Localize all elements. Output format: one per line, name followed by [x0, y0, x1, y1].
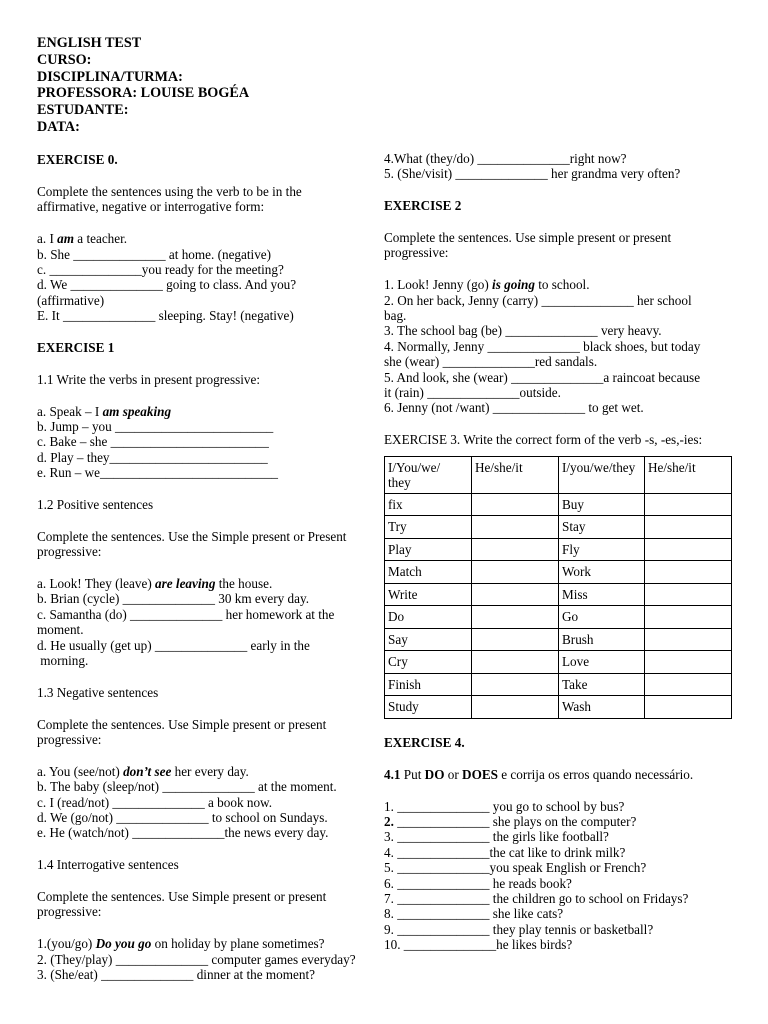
exercise-2-title: EXERCISE 2: [384, 198, 462, 214]
answer-cell[interactable]: [645, 606, 732, 629]
exercise-4-item: [384, 876, 734, 891]
table-row: [385, 628, 732, 651]
exercise-4-item: [384, 860, 734, 875]
item-text: ______________ they play tennis or basketball?: [393, 921, 654, 937]
item-text: ______________you speak English or French?: [393, 860, 647, 876]
estudante-field: ESTUDANTE:: [37, 102, 129, 119]
exercise-2-instruction: Complete the sentences. Use simple present or present: [384, 230, 672, 245]
exercise-1-4-item-2: 2. (They/play) ______________ computer games everyday?: [37, 951, 356, 967]
exercise-1-3-item-b: b. The baby (sleep/not) ______________ at the moment.: [37, 779, 337, 795]
exercise-1-4-item-4: 4.What (they/do) ______________right now?: [384, 151, 627, 166]
item-number: 2.: [384, 814, 394, 830]
section-1-4-instruction: progressive:: [37, 904, 102, 920]
item-number: 10.: [384, 937, 401, 953]
section-1-2-title: 1.2 Positive sentences: [37, 497, 154, 513]
exercise-1-1-item-b: b. Jump – you ________________________: [37, 419, 274, 434]
exercise-1-1-item-d: d. Play – they________________________: [37, 449, 268, 465]
left-column: [37, 35, 382, 982]
item-number: 7.: [384, 891, 394, 907]
table-row: [385, 583, 732, 606]
exercise-1-title: EXERCISE 1: [37, 340, 115, 355]
item-number: 5.: [384, 860, 394, 876]
curso-field: CURSO:: [37, 51, 92, 68]
section-number: 4.1: [384, 766, 401, 782]
exercise-1-2-item-b: b. Brian (cycle) ______________ 30 km every day.: [37, 591, 309, 607]
verb-table: [384, 456, 732, 719]
verb-cell: Do: [385, 606, 472, 629]
answer-cell[interactable]: [645, 583, 732, 606]
exercise-0-title: EXERCISE 0.: [37, 152, 118, 168]
exercise-0-item-c: c. ______________you ready for the meeting?: [37, 261, 284, 277]
verb-cell: Say: [385, 628, 472, 651]
table-row: [385, 651, 732, 674]
answer-cell[interactable]: [472, 628, 559, 651]
item-text: her every day.: [171, 763, 249, 779]
test-title: ENGLISH TEST: [37, 35, 142, 51]
example-answer: don’t see: [123, 763, 172, 779]
exercise-2: [384, 198, 734, 416]
exercise-1-1-item-e: e. Run – we___________________________: [37, 465, 279, 481]
verb-cell: Stay: [559, 516, 645, 539]
exercise-2-item-3: 3. The school bag (be) ______________ very heavy.: [384, 323, 662, 339]
answer-cell[interactable]: [472, 493, 559, 516]
exercise-2-instruction: progressive:: [384, 245, 449, 261]
verb-cell: Study: [385, 696, 472, 719]
item-number: 3.: [384, 829, 394, 845]
exercise-4-item: [384, 937, 734, 952]
verb-cell: fix: [385, 493, 472, 516]
data-field: DATA:: [37, 118, 80, 135]
section-1-3-instruction: Complete the sentences. Use Simple present or present: [37, 716, 327, 732]
exercise-4-item: [384, 845, 734, 860]
item-text: ______________ the children go to school on Fridays?: [393, 891, 689, 907]
item-text: 1. Look! Jenny (go): [384, 277, 493, 293]
verb-cell: Cry: [385, 651, 472, 674]
exercise-4-item: [384, 906, 734, 921]
answer-cell[interactable]: [472, 561, 559, 584]
instruction-keyword: DOES: [462, 766, 498, 782]
answer-cell[interactable]: [645, 516, 732, 539]
answer-cell[interactable]: [645, 673, 732, 696]
verb-cell: Take: [559, 673, 645, 696]
exercise-2-item-1: [384, 277, 734, 292]
exercise-0-instruction: Complete the sentences using the verb to be in the: [37, 183, 302, 199]
item-text: a. I: [37, 231, 58, 247]
exercise-2-item-4-cont: she (wear) ______________red sandals.: [384, 354, 598, 370]
table-row: [385, 696, 732, 719]
instruction-keyword: DO: [424, 766, 445, 782]
answer-cell[interactable]: [645, 696, 732, 719]
test-header: [37, 35, 382, 136]
item-text: ______________ the girls like football?: [393, 829, 609, 845]
exercise-2-item-5: 5. And look, she (wear) ______________a raincoat because: [384, 369, 701, 385]
exercise-4-item: [384, 814, 734, 829]
section-1-2-instruction: Complete the sentences. Use the Simple present or Present: [37, 528, 347, 544]
answer-cell[interactable]: [472, 583, 559, 606]
section-1-1-title: 1.1 Write the verbs in present progressive:: [37, 371, 260, 387]
exercise-1-3-item-e: e. He (watch/not) ______________the news every day.: [37, 825, 329, 841]
exercise-4-item: [384, 891, 734, 906]
exercise-4-1-instruction: [384, 767, 734, 782]
exercise-2-item-5-cont: it (rain) ______________outside.: [384, 385, 561, 401]
exercise-4-item: [384, 922, 734, 937]
verb-cell: Wash: [559, 696, 645, 719]
section-1-3-title: 1.3 Negative sentences: [37, 684, 159, 700]
table-row: [385, 493, 732, 516]
item-number: 8.: [384, 906, 394, 922]
exercise-1-3-item-d: d. We (go/not) ______________ to school on Sundays.: [37, 810, 328, 826]
item-number: 1.: [384, 798, 394, 814]
exercise-0-item-a: [37, 231, 382, 246]
verb-table-header: [385, 456, 732, 493]
answer-cell[interactable]: [645, 493, 732, 516]
example-answer: am: [57, 231, 74, 247]
item-text: ______________the cat like to drink milk?: [393, 844, 626, 860]
item-number: 4.: [384, 844, 394, 860]
instruction-text: or: [444, 766, 463, 782]
item-number: 6.: [384, 875, 394, 891]
answer-cell[interactable]: [472, 673, 559, 696]
exercise-1-2-item-d: d. He usually (get up) ______________ early in the: [37, 637, 310, 653]
exercise-3-title: EXERCISE 3. Write the correct form of the verb -s, -es,-ies:: [384, 432, 703, 448]
answer-cell[interactable]: [645, 628, 732, 651]
item-text: ______________he likes birds?: [400, 937, 573, 953]
exercise-4: [384, 735, 734, 953]
table-row: [385, 606, 732, 629]
item-text: ______________ she plays on the computer?: [393, 814, 637, 830]
item-text: a teacher.: [74, 231, 128, 247]
exercise-0: [37, 152, 382, 323]
table-row: [385, 561, 732, 584]
header-cell: I/you/we/they: [559, 456, 645, 493]
professora-field: PROFESSORA: LOUISE BOGÉA: [37, 85, 250, 102]
verb-cell: Go: [559, 606, 645, 629]
answer-cell[interactable]: [472, 606, 559, 629]
header-cell: He/she/it: [645, 456, 732, 493]
exercise-2-item-4: 4. Normally, Jenny ______________ black shoes, but today: [384, 338, 701, 354]
exercise-1: [37, 340, 382, 982]
example-answer: is going: [492, 277, 535, 293]
header-text: I/You/we/: [388, 459, 441, 475]
instruction-text: e corrija os erros quando necessário.: [497, 766, 694, 782]
exercise-1-2-item-d-cont: morning.: [37, 653, 89, 669]
disciplina-field: DISCIPLINA/TURMA:: [37, 68, 183, 85]
answer-cell[interactable]: [472, 538, 559, 561]
answer-cell[interactable]: [472, 651, 559, 674]
exercise-2-item-2-cont: bag.: [384, 308, 407, 324]
exercise-0-item-b: b. She ______________ at home. (negative): [37, 246, 272, 262]
exercise-1-1-item-a: [37, 404, 382, 419]
exercise-4-title: EXERCISE 4.: [384, 735, 465, 751]
item-text: to school.: [534, 277, 590, 293]
verb-cell: Work: [559, 561, 645, 584]
section-1-3-instruction: progressive:: [37, 732, 102, 748]
header-cell: [385, 456, 472, 493]
answer-cell[interactable]: [645, 651, 732, 674]
example-answer: am speaking: [102, 403, 172, 419]
item-text: a. Look! They (leave): [37, 576, 156, 592]
header-cell: He/she/it: [472, 456, 559, 493]
section-1-4-instruction: Complete the sentences. Use Simple present or present: [37, 889, 327, 905]
verb-cell: Love: [559, 651, 645, 674]
exercise-0-item-d-cont: (affirmative): [37, 292, 105, 308]
item-number: 9.: [384, 921, 394, 937]
exercise-3: [384, 432, 734, 718]
exercise-1-2-item-c-cont: moment.: [37, 622, 84, 638]
exercise-2-item-2: 2. On her back, Jenny (carry) ______________ her school: [384, 292, 692, 308]
exercise-0-item-d: d. We ______________ going to class. And you?: [37, 277, 297, 293]
exercise-1-4-item-5: 5. (She/visit) ______________ her grandma very often?: [384, 166, 681, 182]
exercise-1-2-item-a: [37, 576, 382, 591]
table-row: [385, 516, 732, 539]
item-text: ______________ you go to school by bus?: [393, 798, 625, 814]
exercise-1-3-item-c: c. I (read/not) ______________ a book now.: [37, 794, 273, 810]
exercise-0-item-e: E. It ______________ sleeping. Stay! (negative): [37, 308, 294, 324]
exercise-4-item: [384, 829, 734, 844]
verb-cell: Buy: [559, 493, 645, 516]
exercise-1-4-item-1: [37, 936, 382, 951]
exercise-1-1-item-c: c. Bake – she ________________________: [37, 434, 269, 450]
section-1-4-title: 1.4 Interrogative sentences: [37, 857, 179, 873]
answer-cell[interactable]: [472, 696, 559, 719]
item-text: a. You (see/not): [37, 763, 124, 779]
verb-cell: Write: [385, 583, 472, 606]
section-1-2-instruction: progressive:: [37, 544, 102, 560]
right-column: [384, 151, 734, 953]
exercise-1-3-item-a: [37, 764, 382, 779]
table-row: [385, 538, 732, 561]
answer-cell[interactable]: [645, 561, 732, 584]
item-text: ______________ he reads book?: [393, 875, 572, 891]
example-answer: Do you go: [95, 936, 152, 952]
example-answer: are leaving: [155, 576, 216, 592]
answer-cell[interactable]: [645, 538, 732, 561]
item-text: on holiday by plane sometimes?: [151, 936, 325, 952]
answer-cell[interactable]: [472, 516, 559, 539]
verb-cell: Finish: [385, 673, 472, 696]
verb-cell: Try: [385, 516, 472, 539]
table-row: [385, 673, 732, 696]
verb-cell: Match: [385, 561, 472, 584]
exercise-4-item: [384, 799, 734, 814]
verb-cell: Fly: [559, 538, 645, 561]
exercise-1-2-item-c: c. Samantha (do) ______________ her homework at the: [37, 606, 335, 622]
item-text: a. Speak – I: [37, 403, 103, 419]
exercise-2-item-6: 6. Jenny (not /want) ______________ to get wet.: [384, 400, 644, 416]
instruction-text: Put: [400, 766, 425, 782]
verb-cell: Brush: [559, 628, 645, 651]
verb-cell: Miss: [559, 583, 645, 606]
item-text: 1.(you/go): [37, 936, 96, 952]
header-text: they: [388, 474, 411, 490]
verb-cell: Play: [385, 538, 472, 561]
item-text: ______________ she like cats?: [393, 906, 564, 922]
exercise-0-instruction: affirmative, negative or interrogative form:: [37, 199, 265, 215]
item-text: the house.: [215, 576, 273, 592]
exercise-1-4-item-3: 3. (She/eat) ______________ dinner at the moment?: [37, 967, 315, 983]
